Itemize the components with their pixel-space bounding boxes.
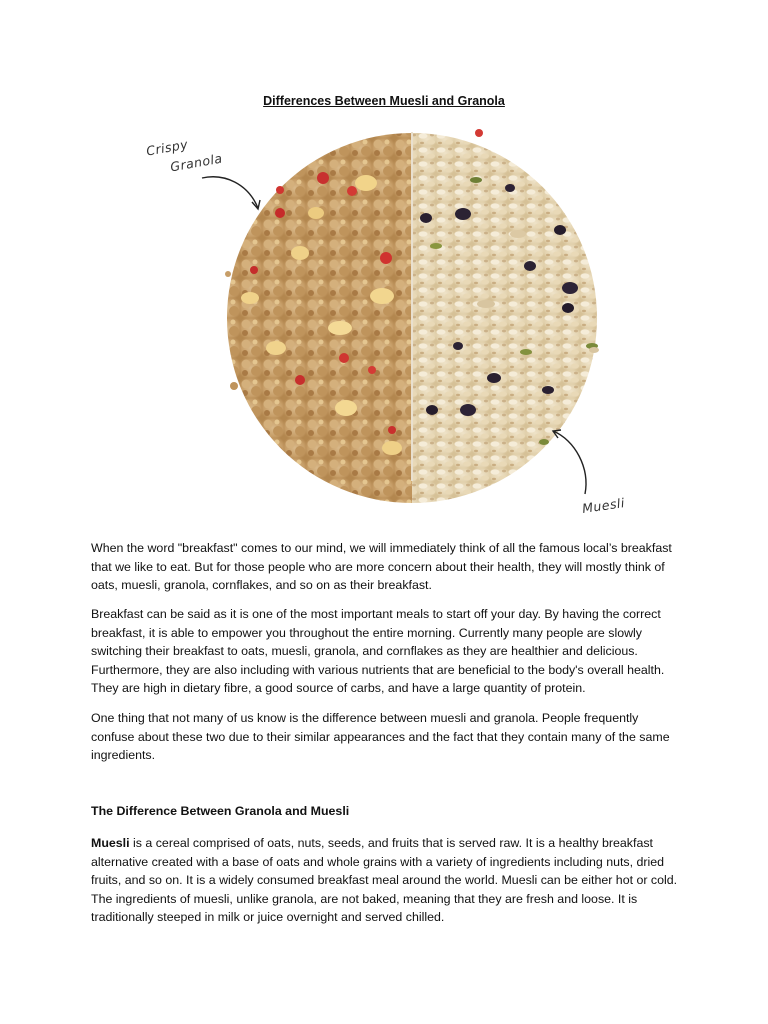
document-title: Differences Between Muesli and Granola <box>263 94 505 108</box>
breakfast-paragraph: Breakfast can be said as it is one of the most important meals to start off your day. By having the correct breakfast, it is able to empower you throughout the entire morning. Currently many people are slowly switching their breakfast to oats, muesli, granola, and cornflakes as they are healthier and delicious. Furthermore, they are also including with various nutrients that are beneficial to the body's overall health. They are high in dietary fibre, a good source of carbs, and have a large quantity of protein. <box>91 607 665 696</box>
section-heading: The Difference Between Granola and Muesli <box>91 804 350 818</box>
difference-paragraph: One thing that not many of us know is the difference between muesli and granola. People frequently confuse about these two due to their similar appearances and the fact that they contain many of the same ingredients. <box>91 711 670 763</box>
granola-label: Granola <box>169 150 224 175</box>
muesli-term: Muesli <box>91 836 130 850</box>
muesli-arrow-icon <box>553 431 586 494</box>
granola-arrow-icon <box>202 177 258 208</box>
muesli-description: is a cereal comprised of oats, nuts, seeds, and fruits that is served raw. It is a healthy breakfast alternative created with a base of oats and whole grains with a variety of ingredients including nuts, dried fruits, and so on. It is a widely consumed breakfast meal around the world. Muesli can be either hot or cold. The ingredients of muesli, unlike granola, are not baked, meaning that they are fresh and loose. It is traditionally steeped in milk or juice overnight and served chilled. <box>91 836 678 925</box>
crispy-label: Crispy <box>145 136 190 159</box>
intro-paragraph: When the word "breakfast" comes to our mind, we will immediately think of all the famous local’s breakfast that we like to eat. But for those people who are more concern about their health, they will mostly think of oats, muesli, granola, cornflakes, and so on as their breakfast. <box>91 541 672 593</box>
muesli-paragraph <box>91 834 681 927</box>
granola-muesli-figure <box>130 118 650 523</box>
cereal-comparison-image <box>130 118 650 523</box>
muesli-label: Muesli <box>581 495 626 516</box>
